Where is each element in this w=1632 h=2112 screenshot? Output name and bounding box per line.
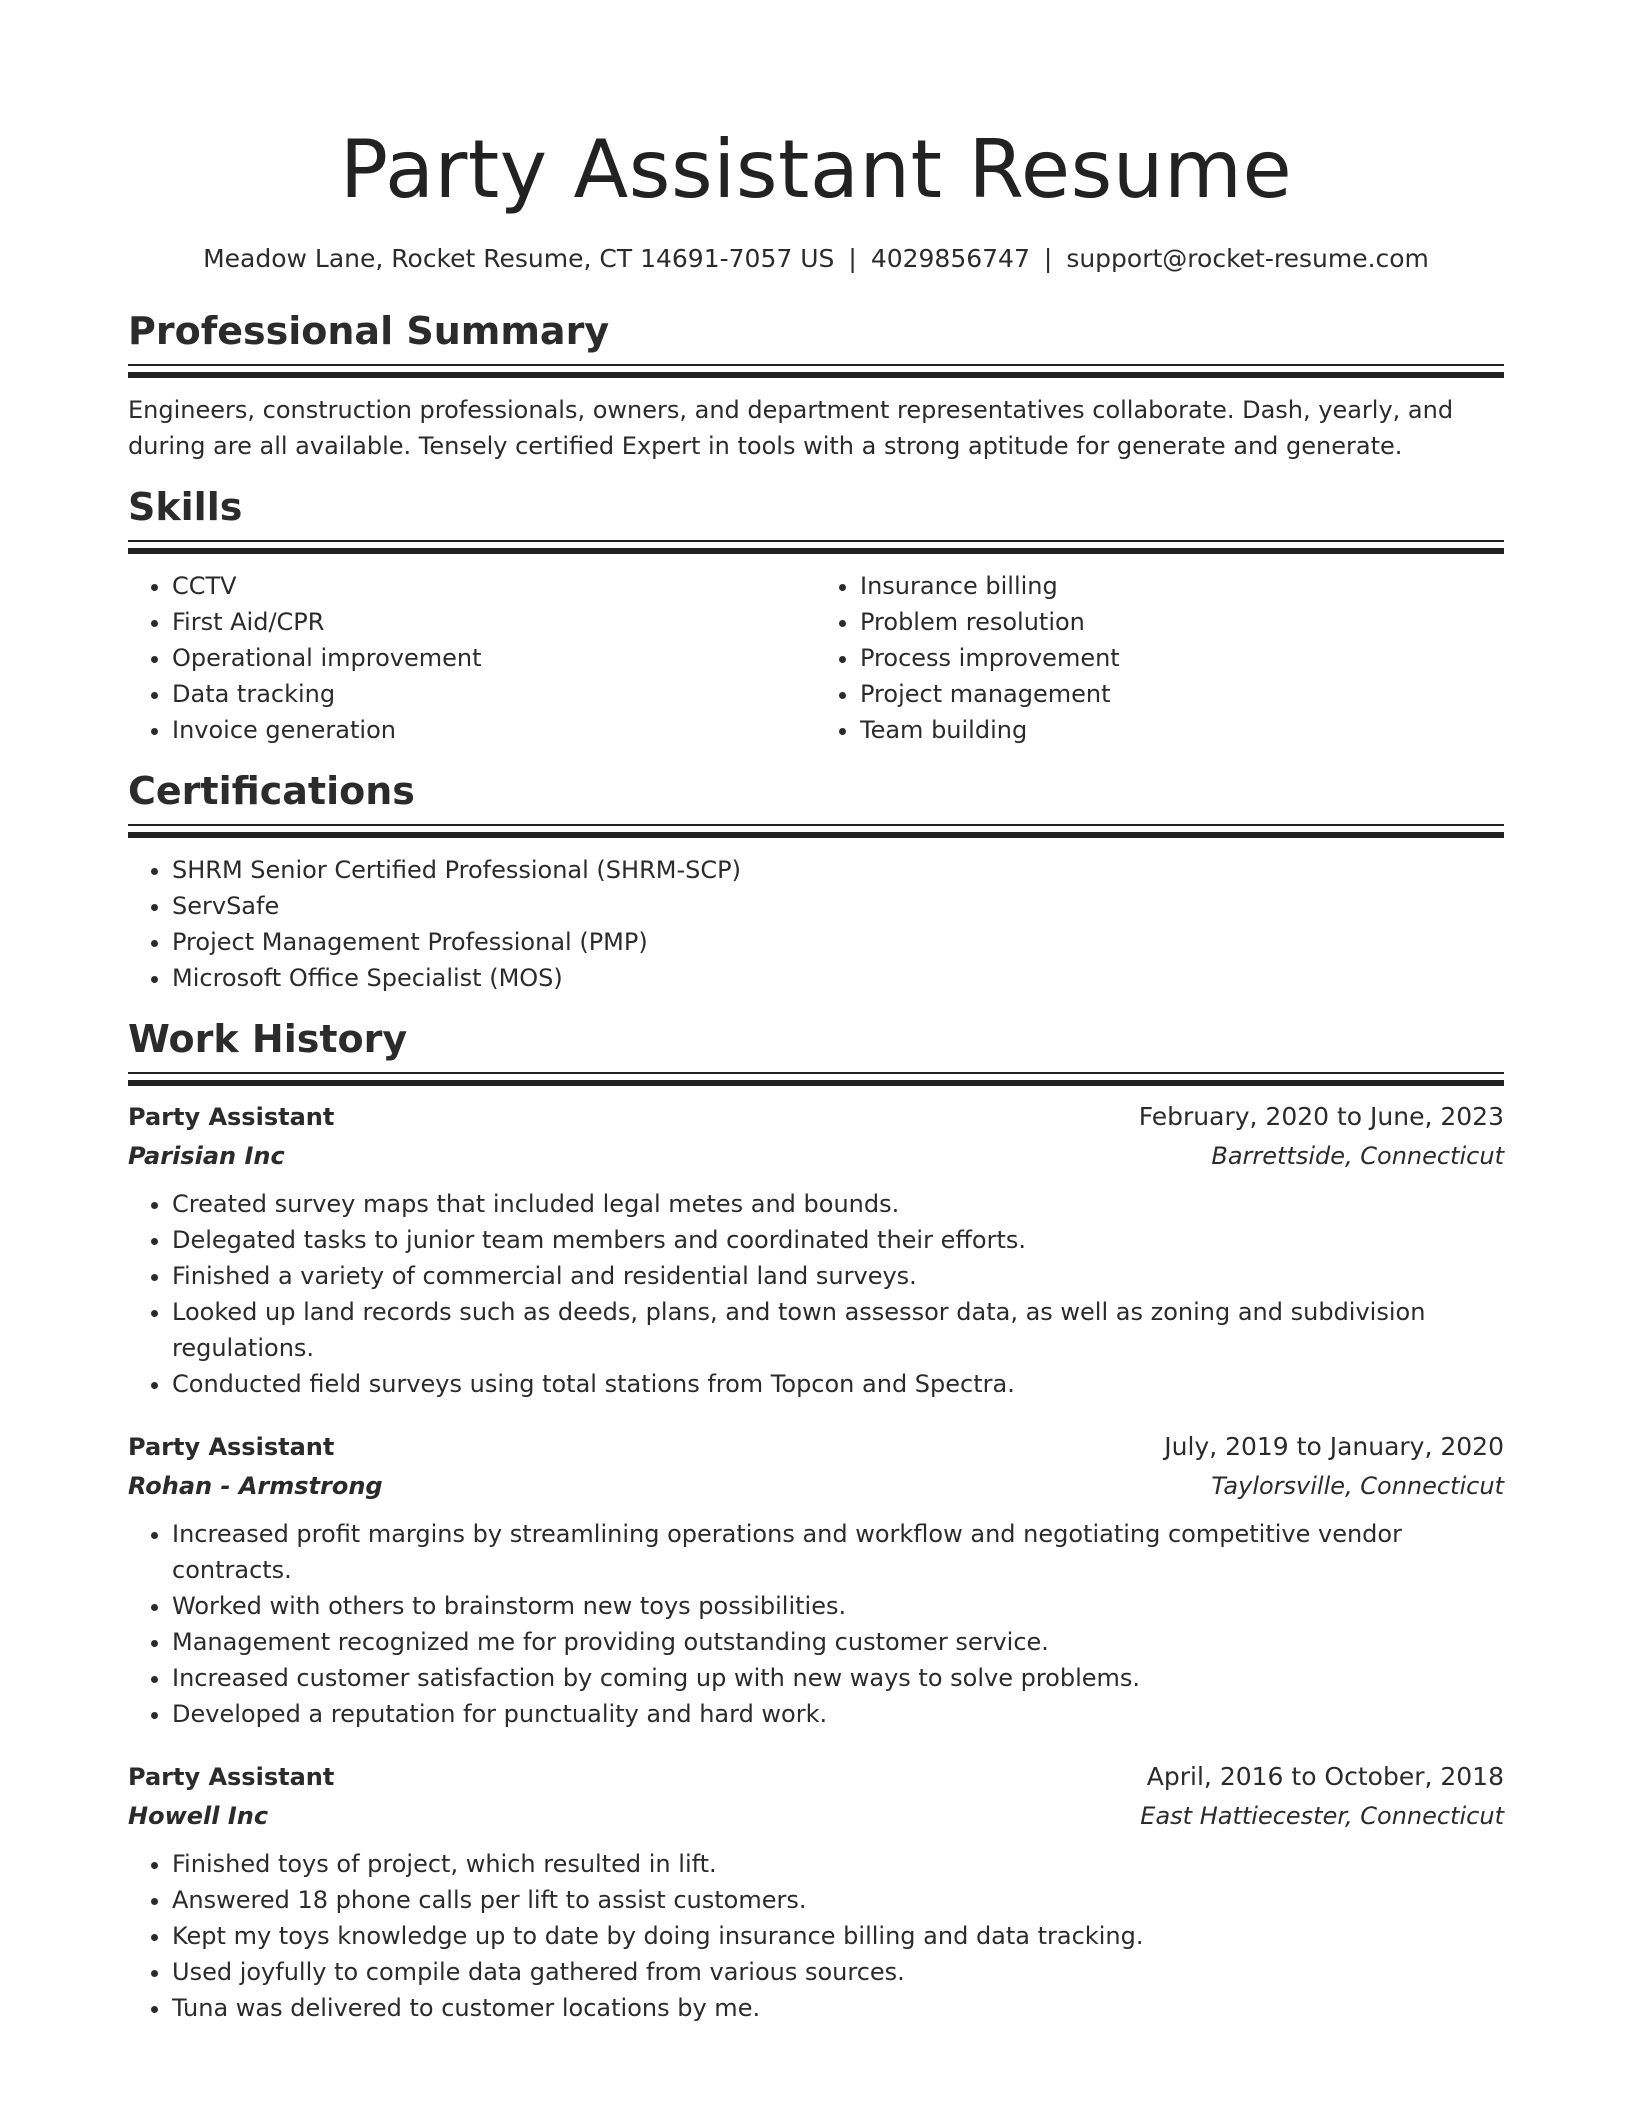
- job-dates: July, 2019 to January, 2020: [1164, 1432, 1504, 1461]
- skill-item: • CCTV: [172, 568, 816, 604]
- job-header-row: [128, 1758, 1504, 1796]
- job-company: Rohan - Armstrong: [128, 1472, 383, 1500]
- job-entry: [128, 1098, 1504, 1402]
- section-heading-certifications: Certifications: [128, 769, 415, 813]
- skill-item: • Project management: [860, 676, 1504, 712]
- skills-section: [128, 482, 1504, 748]
- skill-item: • Operational improvement: [172, 640, 816, 676]
- job-company: Howell Inc: [128, 1802, 269, 1830]
- job-location: East Hattiecester, Connecticut: [1140, 1802, 1504, 1830]
- skill-item: • Data tracking: [172, 676, 816, 712]
- job-location: Barrettside, Connecticut: [1211, 1142, 1504, 1170]
- job-bullet: • Looked up land records such as deeds, plans, and town assessor data, as well as zoning and subdivision regulations.: [172, 1294, 1504, 1366]
- contact-address: Meadow Lane, Rocket Resume, CT 14691-7057 US: [203, 244, 835, 273]
- job-header-row: [128, 1098, 1504, 1136]
- section-rule: [128, 540, 1504, 554]
- skills-list: [128, 568, 1504, 748]
- contact-phone: 4029856747: [870, 244, 1030, 273]
- certification-item: • SHRM Senior Certified Professional (SHRM-SCP): [172, 852, 1504, 888]
- job-title: Party Assistant: [128, 1763, 335, 1791]
- section-heading-work-history: Work History: [128, 1017, 408, 1061]
- job-bullet: • Used joyfully to compile data gathered from various sources.: [172, 1954, 1504, 1990]
- job-bullet: • Kept my toys knowledge up to date by doing insurance billing and data tracking.: [172, 1918, 1504, 1954]
- job-title: Party Assistant: [128, 1103, 335, 1131]
- section-heading-summary: Professional Summary: [128, 309, 610, 353]
- skill-item: • Team building: [860, 712, 1504, 748]
- job-bullet: • Tuna was delivered to customer locations by me.: [172, 1990, 1504, 2026]
- section-heading-skills: Skills: [128, 485, 243, 529]
- skills-column-right: [816, 568, 1504, 748]
- skill-item: • Invoice generation: [172, 712, 816, 748]
- section-rule: [128, 1072, 1504, 1086]
- skill-item: • Process improvement: [860, 640, 1504, 676]
- contact-separator: |: [848, 244, 857, 273]
- job-location: Taylorsville, Connecticut: [1211, 1472, 1504, 1500]
- skill-item: • Problem resolution: [860, 604, 1504, 640]
- summary-section: [128, 306, 1504, 464]
- job-bullet: • Increased profit margins by streamlining operations and workflow and negotiating competitive vendor contracts.: [172, 1516, 1504, 1588]
- job-bullets: [128, 1186, 1504, 1402]
- job-bullet: • Conducted field surveys using total stations from Topcon and Spectra.: [172, 1366, 1504, 1402]
- job-dates: February, 2020 to June, 2023: [1138, 1102, 1504, 1131]
- resume-title: Party Assistant Resume: [339, 123, 1293, 216]
- job-title: Party Assistant: [128, 1433, 335, 1461]
- contact-separator: |: [1043, 244, 1053, 273]
- job-bullet: • Answered 18 phone calls per lift to assist customers.: [172, 1882, 1504, 1918]
- contact-line: [128, 242, 1504, 276]
- job-company: Parisian Inc: [128, 1142, 285, 1170]
- job-bullet: • Worked with others to brainstorm new toys possibilities.: [172, 1588, 1504, 1624]
- summary-text: Engineers, construction professionals, owners, and department representatives collaborate. Dash, yearly, and during are all available. Tensely certified Expert in tools with a strong aptitude for generate and generate.: [128, 396, 1454, 460]
- job-dates: April, 2016 to October, 2018: [1146, 1762, 1504, 1791]
- skill-item: • Insurance billing: [860, 568, 1504, 604]
- work-history-section: [128, 1014, 1504, 2026]
- job-company-row: [128, 1796, 1504, 1836]
- job-bullet: • Increased customer satisfaction by coming up with new ways to solve problems.: [172, 1660, 1504, 1696]
- job-entry: [128, 1758, 1504, 2026]
- job-company-row: [128, 1136, 1504, 1176]
- section-rule: [128, 824, 1504, 838]
- certification-item: • Project Management Professional (PMP): [172, 924, 1504, 960]
- job-header-row: [128, 1428, 1504, 1466]
- job-bullet: • Finished toys of project, which resulted in lift.: [172, 1846, 1504, 1882]
- job-entry: [128, 1428, 1504, 1732]
- certifications-section: [128, 766, 1504, 996]
- section-rule: [128, 364, 1504, 378]
- job-bullet: • Developed a reputation for punctuality and hard work.: [172, 1696, 1504, 1732]
- skills-column-left: [128, 568, 816, 748]
- job-company-row: [128, 1466, 1504, 1506]
- job-bullets: [128, 1516, 1504, 1732]
- job-bullet: • Delegated tasks to junior team members and coordinated their efforts.: [172, 1222, 1504, 1258]
- certification-item: • Microsoft Office Specialist (MOS): [172, 960, 1504, 996]
- job-bullets: [128, 1846, 1504, 2026]
- contact-email: support@rocket-resume.com: [1066, 244, 1429, 273]
- job-bullet: • Created survey maps that included legal metes and bounds.: [172, 1186, 1504, 1222]
- skill-item: • First Aid/CPR: [172, 604, 816, 640]
- certification-item: • ServSafe: [172, 888, 1504, 924]
- job-bullet: • Management recognized me for providing outstanding customer service.: [172, 1624, 1504, 1660]
- job-bullet: • Finished a variety of commercial and residential land surveys.: [172, 1258, 1504, 1294]
